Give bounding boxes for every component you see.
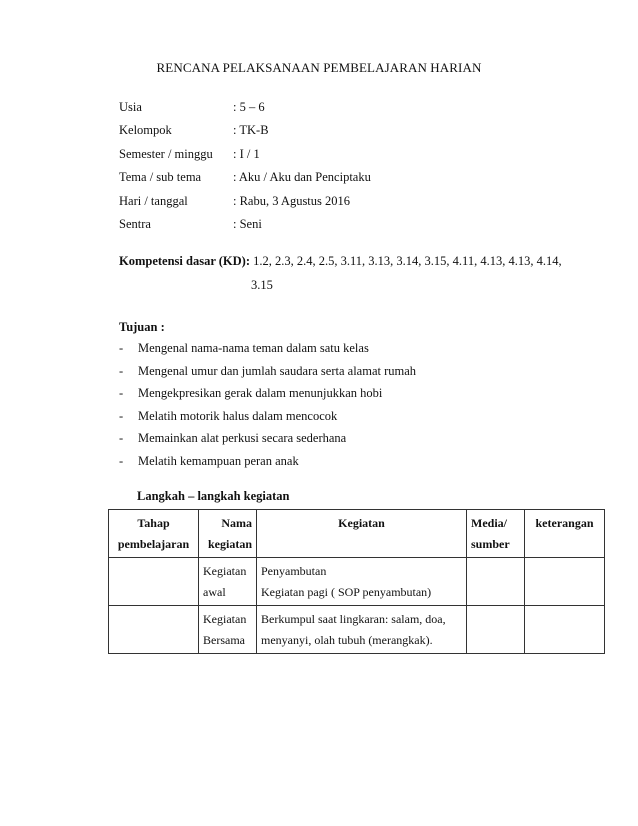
col-header-nama: Nama kegiatan (199, 510, 257, 558)
cell-nama: Kegiatan Bersama (199, 606, 257, 654)
goal-text: Memainkan alat perkusi secara sederhana (138, 431, 347, 446)
list-item (119, 364, 599, 387)
cell-media (467, 558, 525, 606)
info-label: Usia (119, 100, 142, 114)
dash-bullet: - (119, 431, 124, 446)
document-title: RENCANA PELAKSANAAN PEMBELAJARAN HARIAN (156, 60, 482, 75)
info-row-usia (119, 100, 599, 123)
info-label: Semester / minggu (119, 146, 213, 161)
cell-kegiatan: Penyambutan Kegiatan pagi ( SOP penyambutan) (257, 558, 467, 606)
info-value: : TK-B (233, 123, 269, 138)
info-label: Sentra (119, 216, 151, 231)
list-item (119, 431, 599, 454)
info-block (119, 100, 599, 240)
list-item (119, 409, 599, 432)
list-item (119, 454, 599, 477)
info-value: : Rabu, 3 Agustus 2016 (233, 193, 351, 208)
langkah-heading: Langkah – langkah kegiatan (137, 489, 290, 503)
cell-tahap (109, 606, 199, 654)
info-row-tema (119, 170, 599, 193)
cell-tahap (109, 558, 199, 606)
langkah-table (108, 509, 605, 654)
info-row-semester (119, 147, 599, 170)
info-value: : I / 1 (233, 146, 260, 161)
goal-text: Melatih kemampuan peran anak (138, 453, 299, 468)
dash-bullet: - (119, 453, 124, 468)
info-row-kelompok (119, 123, 599, 146)
goal-text: Mengekpresikan gerak dalam menunjukkan hobi (138, 386, 383, 401)
info-label: Hari / tanggal (119, 193, 188, 208)
dash-bullet: - (119, 386, 124, 401)
info-value: : Aku / Aku dan Penciptaku (233, 170, 371, 185)
table-header-row (109, 510, 605, 558)
cell-media (467, 606, 525, 654)
cell-keterangan (525, 606, 605, 654)
cell-kegiatan: Berkumpul saat lingkaran: salam, doa, menyanyi, olah tubuh (merangkak). (257, 606, 467, 654)
table-row (109, 558, 605, 606)
kd-line-2: 3.15 (251, 278, 273, 292)
cell-keterangan (525, 558, 605, 606)
goal-text: Mengenal nama-nama teman dalam satu kelas (138, 341, 369, 355)
kd-line-1 (119, 254, 599, 269)
dash-bullet: - (119, 341, 124, 355)
info-label: Kelompok (119, 123, 172, 138)
kd-values: 1.2, 2.3, 2.4, 2.5, 3.11, 3.13, 3.14, 3.15, 4.11, 4.13, 4.13, 4.14, (253, 254, 562, 268)
kd-label: Kompetensi dasar (KD): (119, 254, 251, 268)
goal-text: Melatih motorik halus dalam mencocok (138, 408, 338, 423)
dash-bullet: - (119, 408, 124, 423)
info-row-hari (119, 194, 599, 217)
info-row-sentra (119, 217, 599, 240)
col-header-media: Media/ sumber (467, 510, 525, 558)
cell-nama: Kegiatan awal (199, 558, 257, 606)
info-value: : 5 – 6 (233, 100, 265, 114)
info-label: Tema / sub tema (119, 170, 202, 185)
info-value: : Seni (233, 216, 262, 231)
col-header-tahap: Tahap pembelajaran (109, 510, 199, 558)
dash-bullet: - (119, 363, 124, 378)
col-header-kegiatan: Kegiatan (257, 510, 467, 558)
col-header-keterangan: keterangan (525, 510, 605, 558)
tujuan-heading: Tujuan : (119, 320, 165, 334)
goal-text: Mengenal umur dan jumlah saudara serta alamat rumah (138, 363, 417, 378)
list-item (119, 341, 599, 364)
list-item (119, 386, 599, 409)
tujuan-list (119, 341, 599, 477)
kompetensi-dasar (119, 254, 599, 293)
table-row (109, 606, 605, 654)
